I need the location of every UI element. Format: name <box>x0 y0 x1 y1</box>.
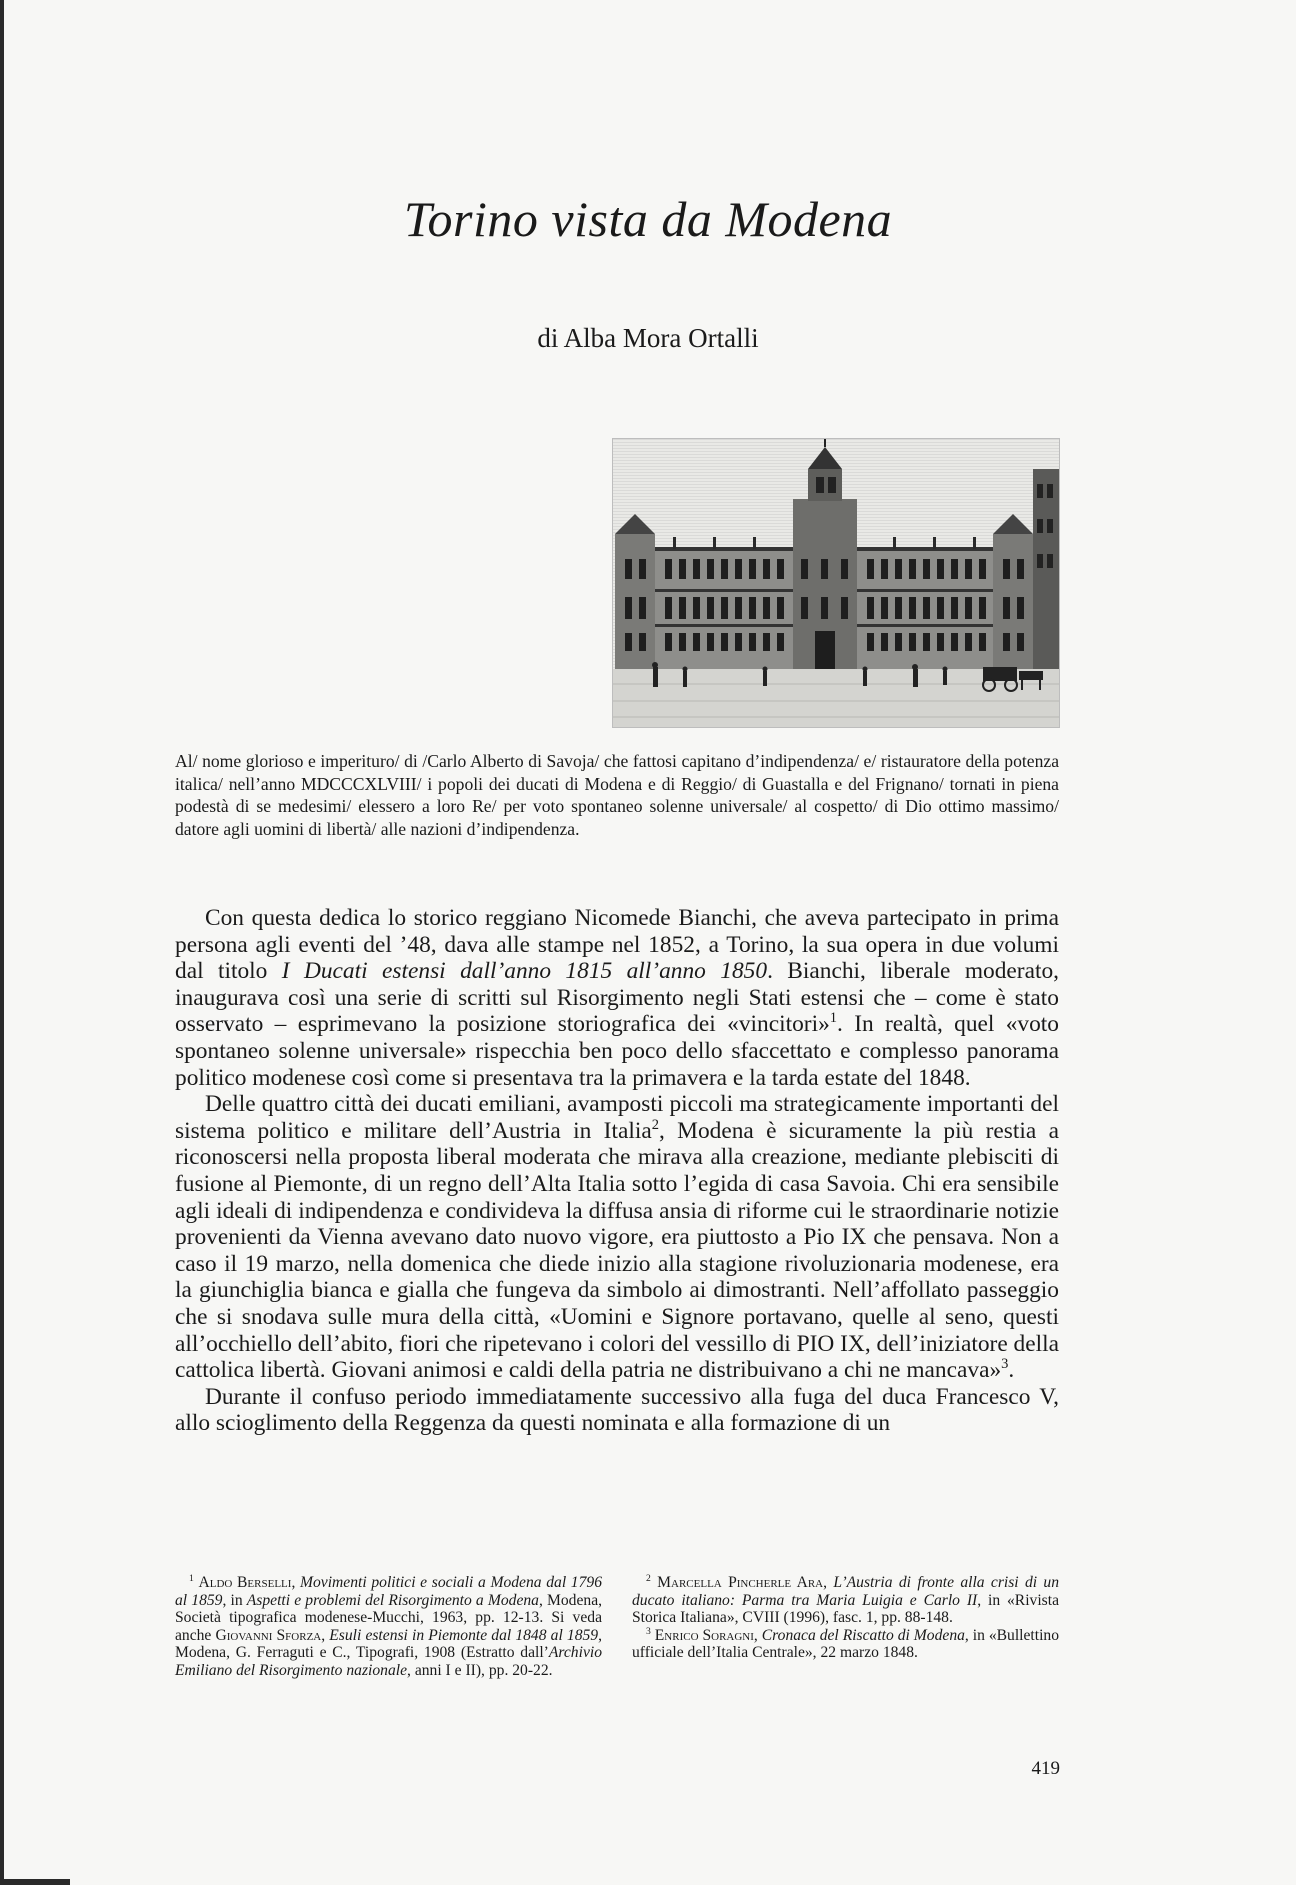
page-number: 419 <box>1031 1758 1060 1779</box>
article-author: di Alba Mora Ortalli <box>537 323 759 353</box>
article-title: Torino vista da Modena <box>403 191 893 247</box>
paragraph: Durante il confuso periodo immediatamente successivo alla fuga del duca Francesco V, allo scioglimento della Reggenza da questi nominata e alla formazione di un <box>175 1383 1059 1437</box>
footnote-ref[interactable]: 2 <box>651 1116 659 1133</box>
footnote-ref[interactable]: 1 <box>829 1010 838 1027</box>
palace-engraving-illustration <box>613 439 1059 727</box>
footnote-3: $^3$ Enrico Soragni, Cronaca del Riscatto di Modena, in «Bullettino ufficiale dell’Italia Centrale», 22 marzo 1848. <box>632 1625 1060 1662</box>
footnote-2: $^2$ Marcella Pincherle Ara, L’Austria di fronte alla crisi di un ducato italiano: Parma tra Maria Luigia e Carlo II, in «Rivista Storica Italiana», CVIII (1996), fasc. 1, pp. 88-148. <box>632 1572 1060 1627</box>
paragraph: Con questa dedica lo storico reggiano Nicomede Bianchi, che aveva partecipato in prima persona agli eventi del ’48, dava alle stampe nel 1852, a Torino, la sua opera in due volumi dal titolo I Ducati estensi dall’anno 1815 all’anno 1850. Bianchi, liberale moderato, inaugurava così una serie di scritti sul Risorgimento negli Stati estensi che – come è stato osservato – esprimevano la posizione storiografica dei «vincitori»$^1$. In realtà, quel «voto spontaneo solenne universale» rispecchia ben poco dello sfaccettato e complesso panorama politico modenese così come si presentava tra la primavera e la tarda estate del 1848. <box>175 905 1060 1091</box>
engraving-figure <box>612 438 1060 728</box>
footnote-ref[interactable]: 3 <box>1001 1356 1009 1373</box>
page-edge <box>0 0 4 1885</box>
article-body <box>175 905 1059 1437</box>
footnote-1: $^1$ Aldo Berselli, Movimenti politici e sociali a Modena dal 1796 al 1859, in Aspetti e problemi del Risorgimento a Modena, Modena, Società tipografica modenese-Mucchi, 1963, pp. 12-13. Si veda anche Giovanni Sforza, Esuli estensi in Piemonte dal 1848 al 1859, Modena, G. Ferraguti e C., Tipografi, 1908 (Estratto dall’Archivio Emiliano del Risorgimento nazionale, anni I e II), pp. 20-22. <box>175 1572 603 1679</box>
paragraph: Delle quattro città dei ducati emiliani, avamposti piccoli ma strategicamente importanti del sistema politico e militare dell’Austria in Italia$^2$, Modena è sicuramente la più restia a riconoscersi nella proposta liberal moderata che mirava alla creazione, mediante plebisciti di fusione al Piemonte, di un regno dell’Alta Italia sotto l’egida di casa Savoia. Chi era sensibile agli ideali di indipendenza e condivideva la diffusa ansia di riforme cui le straordinarie notizie provenienti da Vienna avevano dato nuovo vigore, era piuttosto a Pio IX che pensava. Non a caso il 19 marzo, nella domenica che diede inizio alla stagione rivoluzionaria modenese, era la giunchiglia bianca e gialla che fungeva da simbolo ai dimostranti. Nell’affollato passeggio che si snodava sulle mura della città, «Uomini e Signore portavano, quelle al seno, questi all’occhiello dell’abito, fiori che ripetevano i colori del vessillo di PIO IX, dell’iniziatore della cattolica libertà. Giovani animosi e caldi della patria ne distribuivano a chi ne mancava»$^3$. <box>175 1091 1060 1384</box>
book-title: I Ducati estensi dall’anno 1815 all’anno 1850 <box>281 958 768 985</box>
page-edge-bottom <box>0 1879 70 1885</box>
footnotes <box>175 1574 1059 1680</box>
dedication-epigraph: Al/ nome glorioso e imperituro/ di /Carlo Alberto di Savoja/ che fattosi capitano d’indipendenza/ e/ ristauratore della potenza italica/ nell’anno MDCCCXLVIII/ i popoli dei ducati di Modena e di Reggio/ di Guastalla e del Frignano/ tornati in piena podestà di se medesimi/ elessero a loro Re/ per voto spontaneo solenne universale/ al cospetto/ di Dio ottimo massimo/ datore agli uomini di libertà/ alle nazioni d’indipendenza. <box>175 751 1059 839</box>
